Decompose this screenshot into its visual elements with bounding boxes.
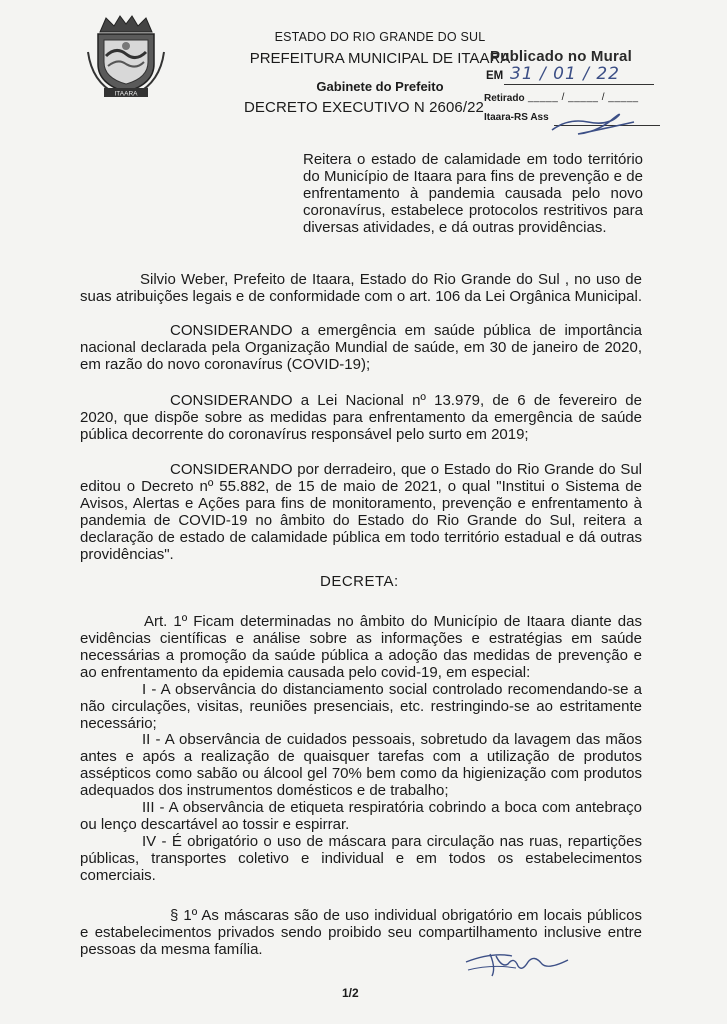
stamp-date-line	[504, 84, 654, 85]
crest-banner-text: ITAARA	[114, 90, 138, 98]
considerando-3: CONSIDERANDO por derradeiro, que o Estado do Rio Grande do Sul editou o Decreto nº 55.882, de 15 de maio de 2021, o qual "Institui o Sistema de Avisos, Alertas e Ações para fins de monitoramento, prevenção e enfrentamento à pandemia de COVID-19 no âmbito do Estado do Rio Grande do Sul, reitera a declaração de estado de calamidade pública em todo território estadual e dá outras providências".	[80, 461, 642, 563]
gabinete-label: Gabinete do Prefeito	[316, 79, 444, 94]
prefeitura-name: PREFEITURA MUNICIPAL DE ITAARA	[249, 50, 511, 67]
municipal-crest-icon	[86, 12, 166, 98]
inciso-1: I - A observância do distanciamento social controlado recomendando-se a não circulações, visitas, reuniões presenciais, etc. restringindo-se ao estritamente necessário;	[80, 681, 642, 732]
considerando-2: CONSIDERANDO a Lei Nacional nº 13.979, de 6 de fevereiro de 2020, que dispõe sobre as medidas para enfrentamento da emergência de saúde pública decorrente do coronavírus responsável pelo surto em 2019;	[80, 392, 642, 443]
inciso-2: II - A observância de cuidados pessoais, sobretudo da lavagem das mãos antes e após a realização de quaisquer tarefas com a utilização de produtos assépticos como sabão ou álcool gel 70% bem como da higienização com produtos adequados dos instrumentos domésticos e de trabalho;	[80, 731, 642, 799]
stamp-retirado-label: Retirado	[484, 93, 525, 104]
stamp-handwritten-date: 31 / 01 / 22	[510, 64, 620, 84]
stamp-signature-icon	[548, 108, 638, 138]
decreta-heading: DECRETA:	[320, 573, 399, 590]
considerando-1: CONSIDERANDO a emergência em saúde pública de importância nacional declarada pela Organização Mundial de saúde, em 30 de janeiro de 2020, em razão do novo coronavírus (COVID-19);	[80, 322, 642, 373]
page-number: 1/2	[342, 986, 359, 1000]
stamp-location-label: Itaara-RS Ass	[484, 112, 549, 123]
stamp-em-label: EM	[486, 70, 504, 82]
initials-signature-icon	[462, 942, 572, 982]
stamp-retirado-blank: _____ / _____ / _____	[528, 92, 639, 103]
article-1: Art. 1º Ficam determinadas no âmbito do Município de Itaara diante das evidências científicas e análise sobre as informações e estratégias em saúde necessárias a promoção da saúde pública a adoção das medidas de prevenção e ao enfrentamento da epidemia causada pelo covid-19, em especial:	[80, 613, 642, 681]
preamble: Silvio Weber, Prefeito de Itaara, Estado do Rio Grande do Sul , no uso de suas atribuições legais e de conformidade com o art. 106 da Lei Orgânica Municipal.	[80, 271, 642, 305]
ementa: Reitera o estado de calamidade em todo território do Município de Itaara para fins de prevenção e de enfrentamento à pandemia causada pelo novo coronavírus, estabelece protocolos restritivos para diversas atividades, e dá outras providências.	[303, 151, 643, 236]
inciso-3: III - A observância de etiqueta respiratória cobrindo a boca com antebraço ou lenço descartável ao tossir e espirrar.	[80, 799, 642, 833]
decreto-number: DECRETO EXECUTIVO N 2606/22	[244, 99, 485, 116]
paragraph-1: § 1º As máscaras são de uso individual obrigatório em locais públicos e estabelecimentos privados sendo proibido seu compartilhamento inclusive entre pessoas da mesma família.	[80, 907, 642, 958]
state-name: ESTADO DO RIO GRANDE DO SUL	[274, 30, 486, 44]
stamp-title: Publicado no Mural	[490, 48, 632, 65]
inciso-4: IV - É obrigatório o uso de máscara para circulação nas ruas, repartições públicas, transportes coletivo e individual e em todos os estabelecimentos comerciais.	[80, 833, 642, 884]
